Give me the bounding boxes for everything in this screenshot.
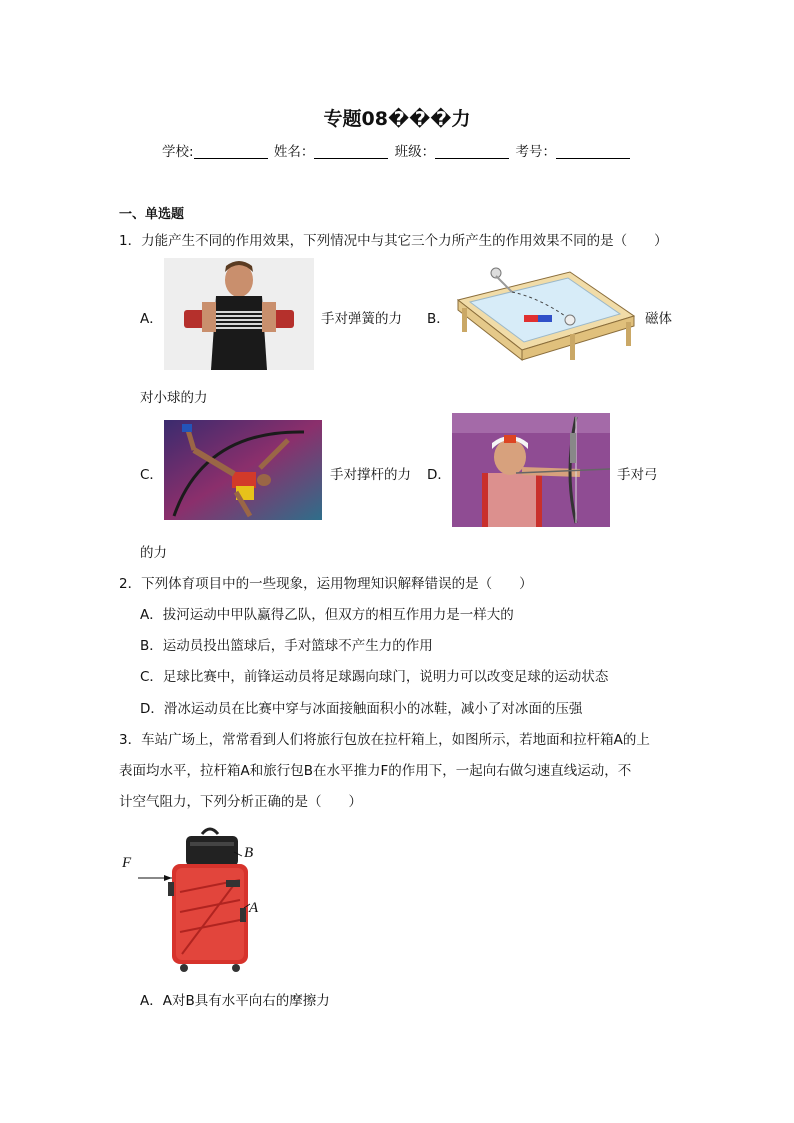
q1-option-c-text: 手对撑杆的力 [330,467,411,483]
q1-image-chest-expander [164,258,314,370]
q2-option-a: A．拔河运动中甲队赢得乙队，但双方的相互作用力是一样大的 [140,607,514,623]
school-label: 学校: [162,144,194,160]
q2-option-c: C．足球比赛中，前锋运动员将足球踢向球门，说明力可以改变足球的运动状态 [140,669,609,685]
q3-figure-label-F: F [122,855,132,871]
q1-option-b-label: B． [427,311,450,327]
q1-option-b-text: 磁体 [645,311,672,327]
q3-stem-line-2: 表面均水平，拉杆箱A和旅行包B在水平推力F的作用下，一起向右做匀速直线运动，不 [119,763,632,779]
name-label: 姓名： [273,144,315,160]
q1-option-c-label: C． [140,467,163,483]
student-info-line [0,140,794,160]
q2-option-d: D．滑冰运动员在比赛中穿与冰面接触面积小的冰鞋，减小了对冰面的压强 [140,701,583,717]
q1-image-archer [452,413,610,527]
q1-option-b-continued: 对小球的力 [140,390,208,406]
page-title: 专题08���力 [323,108,471,130]
q1-option-d-continued: 的力 [140,545,167,561]
q3-stem-line-3: 计空气阻力，下列分析正确的是（ ） [119,794,362,810]
q3-figure-label-A: A [249,900,259,916]
q1-image-pole-vault [164,420,322,520]
q1-option-d-label: D． [427,467,451,483]
name-blank [314,144,388,159]
school-blank [194,144,268,159]
q2-option-b: B．运动员投出篮球后，手对篮球不产生力的作用 [140,638,433,654]
class-label: 班级： [394,144,436,160]
number-label: 考号： [515,144,556,160]
section-heading: 一、单选题 [119,207,185,222]
q3-stem-line-1: 3．车站广场上，常常看到人们将旅行包放在拉杆箱上，如图所示，若地面和拉杆箱A的上 [119,732,650,748]
q3-figure-label-B: B [244,845,254,861]
class-blank [435,144,509,159]
q1-option-a-text: 手对弹簧的力 [321,311,402,327]
q1-stem: 1．力能产生不同的作用效果，下列情况中与其它三个力所产生的作用效果不同的是（ ） [119,233,668,249]
q3-option-a: A．A对B具有水平向右的摩擦力 [140,993,330,1009]
q1-option-a-label: A． [140,311,163,327]
q1-option-d-text: 手对弓 [617,467,658,483]
q2-stem: 2．下列体育项目中的一些现象，运用物理知识解释错误的是（ ） [119,576,533,592]
number-blank [556,144,630,159]
q1-image-magnet-table [450,262,638,370]
